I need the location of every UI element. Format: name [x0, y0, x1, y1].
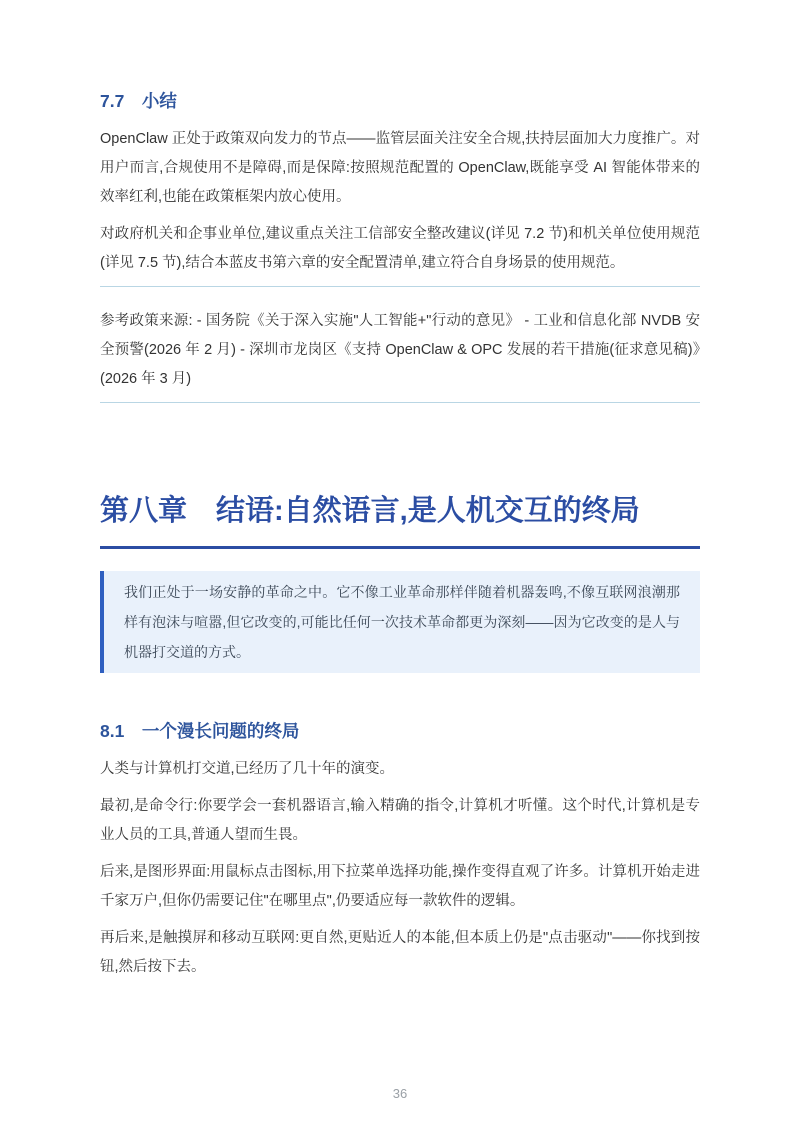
document-page-content: [100, 0, 700, 982]
section-7-7-paragraph-2: 对政府机关和企事业单位,建议重点关注工信部安全整改建议(详见 7.2 节)和机关单位使用规范(详见 7.5 节),结合本蓝皮书第六章的安全配置清单,建立符合自身场景的使用规范。: [100, 226, 700, 271]
page-number: 36: [392, 1086, 408, 1101]
section-7-7-heading: 7.7 小结: [100, 91, 177, 111]
chapter-8-title: 第八章 结语:自然语言,是人机交互的终局: [100, 491, 700, 549]
chapter-8-intro-quote: [100, 571, 700, 673]
section-8-1-heading: 8.1 一个漫长问题的终局: [100, 721, 300, 741]
section-8-1-paragraph-1: 人类与计算机打交道,已经历了几十年的演变。: [100, 761, 395, 777]
section-8-1-paragraph-3: 后来,是图形界面:用鼠标点击图标,用下拉菜单选择功能,操作变得直观了许多。计算机开始走进千家万户,但你仍需要记住"在哪里点",仍要适应每一款软件的逻辑。: [100, 864, 700, 909]
quote-text: 我们正处于一场安静的革命之中。它不像工业革命那样伴随着机器轰鸣,不像互联网浪潮那样有泡沫与喧嚣,但它改变的,可能比任何一次技术革命都更为深刻——因为它改变的是人与机器打交道的方式。: [124, 584, 680, 660]
section-8-1-paragraph-2: 最初,是命令行:你要学会一套机器语言,输入精确的指令,计算机才听懂。这个时代,计算机是专业人员的工具,普通人望而生畏。: [100, 798, 700, 843]
section-8-1-paragraph-4: 再后来,是触摸屏和移动互联网:更自然,更贴近人的本能,但本质上仍是"点击驱动"——你找到按钮,然后按下去。: [100, 930, 700, 975]
section-7-7-paragraph-1: OpenClaw 正处于政策双向发力的节点——监管层面关注安全合规,扶持层面加大力度推广。对用户而言,合规使用不是障碍,而是保障:按照规范配置的 OpenClaw,既能享受 AI 智能体带来的效率红利,也能在政策框架内放心使用。: [100, 131, 700, 205]
reference-block-bottom-rule: [100, 402, 700, 403]
reference-block-top-rule: [100, 286, 700, 287]
policy-references-paragraph: 参考政策来源: - 国务院《关于深入实施"人工智能+"行动的意见》 - 工业和信息化部 NVDB 安全预警(2026 年 2 月) - 深圳市龙岗区《支持 OpenClaw & OPC 发展的若干措施(征求意见稿)》(2026 年 3 月): [100, 313, 700, 387]
